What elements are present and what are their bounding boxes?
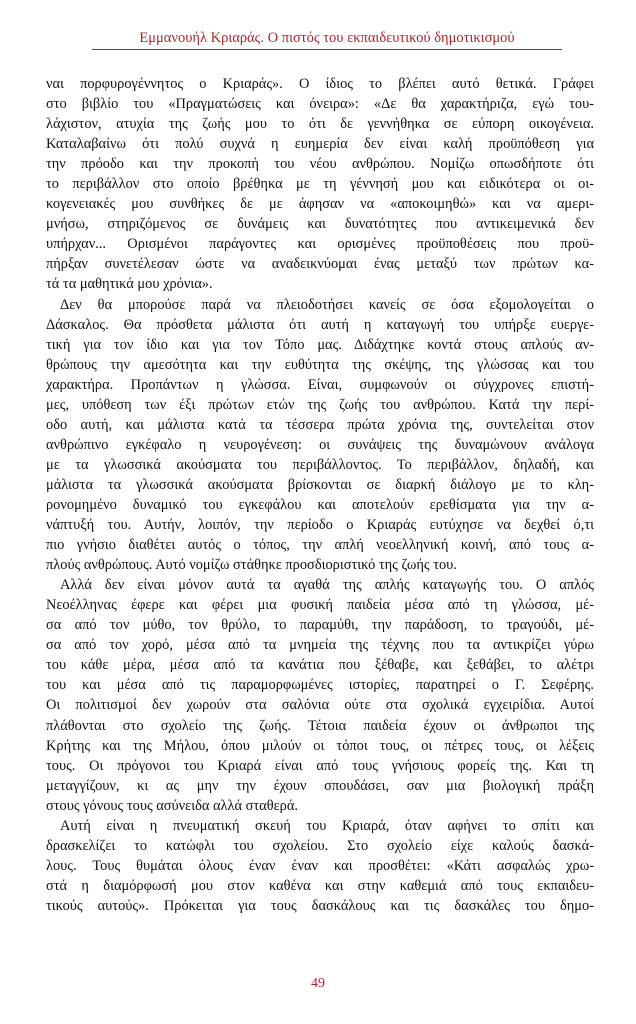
- text-line: το περιβάλλον στο οποίο βρέθηκα με τη γέννησή μου και ειδικότερα οι οι-: [46, 176, 594, 193]
- text-line: Δεν θα μπορούσε παρά να πλειοδοτήσει κανείς σε όσα εξομολογείται ο: [60, 296, 594, 313]
- text-line: μεταγγίζουν, κι ας μην την έχουν σπουδάσει, σαν μια βιολογική πράξη: [46, 777, 594, 794]
- text-line: Νεοέλληνας έφερε και φέρει μια φυσική παιδεία μέσα από τη γλώσσα, μέ-: [46, 597, 594, 614]
- text-line: ρονομημένο δυναμικό του εγκεφάλου και αποτελούν ερεθίσματα για την α-: [46, 496, 594, 513]
- text-line: σα από τον χορό, μέσα από τα μνημεία της τέχνης που τα αντικρίζει γύρω: [46, 637, 594, 654]
- text-line: του κάθε μέρα, μέσα από τα κανάτια που ξέθαβε, και ξεθάβει, το αλέτρι: [46, 657, 594, 674]
- text-line: Καταλαβαίνω ότι πολύ συχνά η ευημερία δεν είναι καλή προϋπόθεση για: [46, 136, 594, 153]
- text-line: Δάσκαλος. Θα πρόσθετα μάλιστα ότι αυτή η καταγωγή του υπήρξε ευεργε-: [46, 316, 594, 333]
- text-line: νάπτυξή του. Αυτήν, λοιπόν, την περίοδο ο Κριαράς ευτύχησε να δεχθεί ό,τι: [46, 517, 594, 534]
- text-line: σα από τον μύθο, τον θρύλο, το παραμύθι, την παράδοση, το τραγούδι, μέ-: [46, 617, 594, 634]
- text-line: του και μέσα από τις παραμορφωμένες ιστορίες, παρατηρεί ο Γ. Σεφέρης.: [46, 677, 594, 694]
- text-line: μάλιστα τα γλωσσικά ακούσματα βρίσκονται σε διαρκή διάλογο με το κλη-: [46, 476, 594, 493]
- page-number: 49: [311, 976, 325, 991]
- text-line: πλούς ανθρώπους. Αυτό νομίζω στάθηκε προσδιοριστικό της ζωής του.: [46, 557, 457, 574]
- text-line: τά τα μαθητικά μου χρόνια».: [46, 276, 213, 293]
- text-line: τους. Οι πρόγονοι του Κριαρά είναι από τους γνήσιους φορείς της. Και τη: [46, 757, 594, 774]
- body-text: [46, 74, 594, 916]
- text-line: πιο γνήσιο διαθέτει αυτός ο τόπος, την απλή νεοελληνική κοινή, από τους α-: [46, 537, 594, 554]
- text-line: την πρόοδο και την προκοπή του νέου ανθρώπου. Νομίζω οπωσδήποτε ότι: [46, 156, 594, 173]
- text-line: στο βιβλίο του «Πραγματώσεις και όνειρα»: «Δε θα χαρακτήριζα, εγώ του-: [46, 96, 594, 113]
- text-line: Αλλά δεν είναι μόνον αυτά τα αγαθά της απλής καταγωγής του. Ο απλός: [60, 577, 594, 594]
- text-line: ναι πορφυρογέννητος ο Κριαράς». Ο ίδιος το βλέπει αυτό θετικά. Γράφει: [46, 76, 594, 92]
- text-line: πλάθονται στο σχολείο της ζωής. Τέτοια παιδεία έχουν οι άνθρωποι της: [46, 717, 594, 734]
- text-line: λάχιστον, ατυχία της ζωής μου το ότι δε γεννήθηκα σε εύπορη οικογένεια.: [46, 116, 594, 133]
- text-line: Κρήτης και της Μήλου, όπου μιλούν οι τόποι τους, οι πέτρες τους, οι λέξεις: [46, 737, 594, 754]
- text-line: στά η διαμόρφωσή μου στον καθένα και στην καθεμιά από τους εκπαιδευ-: [46, 877, 594, 894]
- text-line: μνήσω, στηριζόμενος σε δυνάμεις και δυνατότητες που αντικειμενικά δεν: [46, 216, 594, 233]
- text-line: δρασκελίζει το κατώφλι του σχολείου. Στο σχολείο είχε καλούς δασκά-: [46, 837, 594, 854]
- running-header: Εμμανουήλ Κριαράς. Ο πιστός του εκπαιδευτικού δημοτικισμού: [92, 30, 562, 50]
- text-line: ανθρώπινο εγκέφαλο η νευρογένεση: οι συνάψεις της δυναμώνουν ανάλογα: [46, 436, 594, 453]
- text-line: κογενειακές μου συνθήκες δε με άφησαν να «αποκοιμηθώ» και να αμερι-: [46, 196, 594, 213]
- text-line: Οι πολιτισμοί δεν χωρούν στα σαλόνια ούτε στα σχολικά εγχειρίδια. Αυτοί: [46, 697, 594, 714]
- text-line: με τα γλωσσικά ακούσματα του περιβάλλοντος. Το περιβάλλον, δηλαδή, και: [46, 456, 594, 473]
- text-line: θρώπους την αμεσότητα και την ευθύτητα της σκέψης, της γλώσσας και του: [46, 356, 594, 373]
- text-line: λους. Τους θυμάται όλους έναν έναν και προσθέτει: «Κάτι ασφαλώς χρω-: [46, 857, 594, 874]
- text-line: πήρξαν συνετέλεσαν ώστε να αναδεικνύομαι ένας μεταξύ των πρώτων κα-: [46, 256, 594, 273]
- text-line: μες, υπόθεση των έξι πρώτων ετών της ζωής του ανθρώπου. Κατά την περί-: [46, 396, 594, 413]
- text-line: τική για τον ίδιο και για τον Τόπο μας. Διδάχτηκε κοντά στους απλούς αν-: [46, 336, 594, 353]
- text-line: τικούς αυτούς». Πρόκειται για τους δασκάλους και τις δασκάλες του δημο-: [46, 897, 594, 914]
- text-line: χαρακτήρα. Προπάντων η γλώσσα. Είναι, συμφωνούν οι σύγχρονες επιστή-: [46, 376, 594, 393]
- text-line: υπήρχαν... Ορισμένοι παράγοντες και ορισμένες προϋποθέσεις που προϋ-: [46, 236, 594, 253]
- text-line: στους γόνους τους ασύνειδα αλλά σταθερά.: [46, 797, 298, 814]
- text-line: οδο αυτή, και μάλιστα κατά τα τέσσερα πρώτα χρόνια της, συντελείται στον: [46, 416, 594, 433]
- text-line: Αυτή είναι η πνευματική σκευή του Κριαρά, όταν αφήνει το σπίτι και: [60, 817, 594, 834]
